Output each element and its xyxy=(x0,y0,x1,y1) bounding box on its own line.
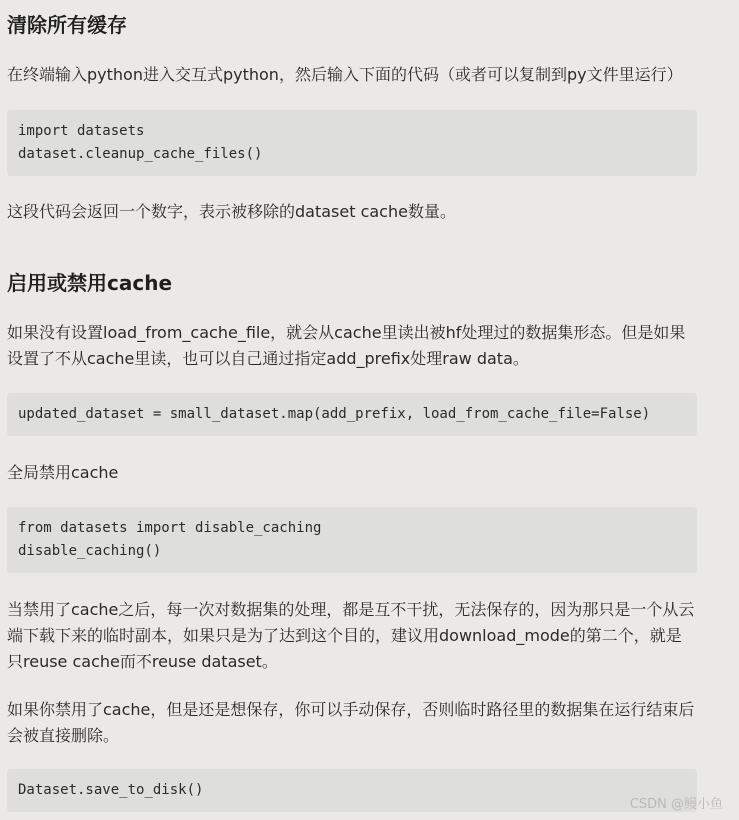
code-line: from datasets import disable_caching xyxy=(18,520,322,536)
code-line: updated_dataset = small_dataset.map(add_prefix, load_from_cache_file=False) xyxy=(18,406,651,422)
paragraph-manual-save: 如果你禁用了cache，但是还是想保存，你可以手动保存，否则临时路径里的数据集在运行结束后会被直接删除。 xyxy=(7,700,695,745)
paragraph-disabled-cache-note: 当禁用了cache之后，每一次对数据集的处理，都是互不干扰，无法保存的，因为那只是一个从云端下载下来的临时副本，如果只是为了达到这个目的，建议用download_mode的第二个，就是只reuse cache而不reuse dataset。 xyxy=(7,600,695,671)
code-line: Dataset.save_to_disk() xyxy=(18,782,204,798)
code-line: import datasets xyxy=(18,123,145,139)
heading-enable-disable-cache: 启用或禁用cache xyxy=(7,271,173,295)
code-block-map[interactable] xyxy=(7,393,697,436)
heading-clear-cache: 清除所有缓存 xyxy=(7,13,127,37)
code-line: disable_caching() xyxy=(18,543,162,559)
code-block-cleanup[interactable] xyxy=(7,110,697,176)
csdn-watermark: CSDN @鳗小鱼 xyxy=(629,797,723,812)
paragraph-global-disable: 全局禁用cache xyxy=(7,463,119,482)
code-block-save-to-disk[interactable] xyxy=(7,769,697,812)
paragraph-return-count: 这段代码会返回一个数字，表示被移除的dataset cache数量。 xyxy=(7,202,456,221)
paragraph-load-from-cache: 如果没有设置load_from_cache_file，就会从cache里读出被hf处理过的数据集形态。但是如果设置了不从cache里读，也可以自己通过指定add_prefix处理raw data。 xyxy=(7,323,686,368)
paragraph-intro: 在终端输入python进入交互式python，然后输入下面的代码（或者可以复制到py文件里运行） xyxy=(7,65,683,84)
code-block-disable-caching[interactable] xyxy=(7,507,697,573)
code-line: dataset.cleanup_cache_files() xyxy=(18,146,263,162)
